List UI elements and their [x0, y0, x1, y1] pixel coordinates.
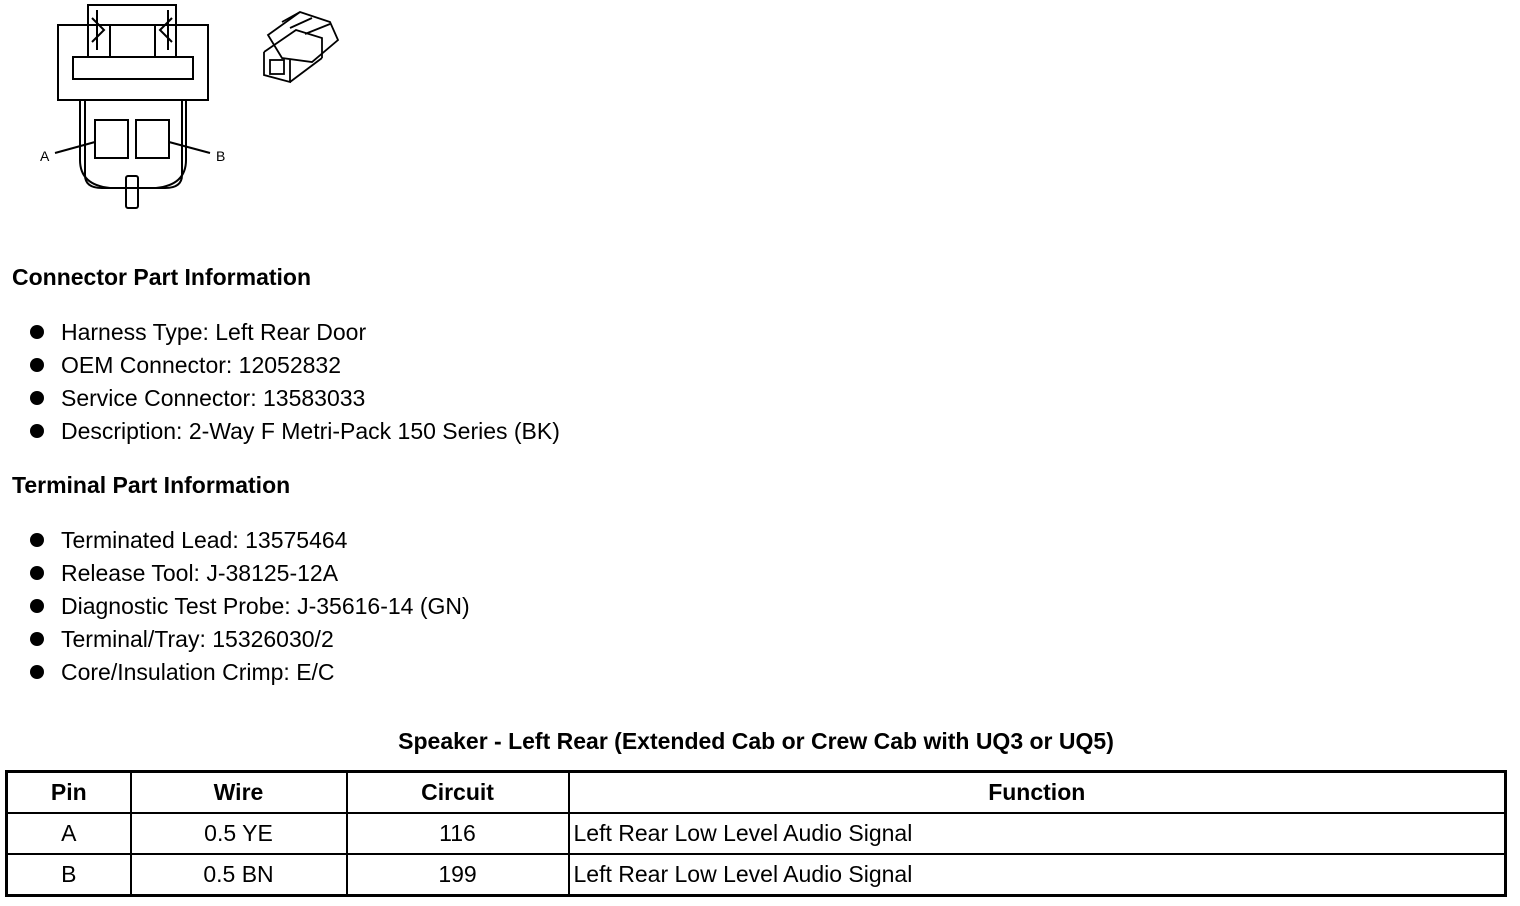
list-item: Description: 2-Way F Metri-Pack 150 Series (BK)	[30, 415, 560, 448]
connector-info-list	[30, 316, 560, 448]
terminal-info-title: Terminal Part Information	[12, 472, 291, 498]
list-item: Harness Type: Left Rear Door	[30, 316, 560, 349]
bullet-icon	[30, 665, 44, 679]
list-item: OEM Connector: 12052832	[30, 349, 560, 382]
header-circuit: Circuit	[347, 772, 569, 814]
cell-wire: 0.5 YE	[131, 813, 347, 854]
header-function: Function	[569, 772, 1506, 814]
cell-circuit: 199	[347, 854, 569, 896]
cell-function: Left Rear Low Level Audio Signal	[569, 813, 1506, 854]
bullet-icon	[30, 566, 44, 580]
bullet-icon	[30, 391, 44, 405]
list-item: Core/Insulation Crimp: E/C	[30, 656, 470, 689]
cell-function: Left Rear Low Level Audio Signal	[569, 854, 1506, 896]
bullet-icon	[30, 632, 44, 646]
terminal-info-list	[30, 524, 470, 689]
bullet-icon	[30, 533, 44, 547]
bullet-icon	[30, 325, 44, 339]
pin-table	[5, 770, 1507, 897]
cell-pin: B	[7, 854, 131, 896]
list-item: Release Tool: J-38125-12A	[30, 557, 470, 590]
pin-label-b: B	[216, 148, 226, 164]
pin-label-a: A	[40, 148, 50, 164]
cell-pin: A	[7, 813, 131, 854]
list-item: Service Connector: 13583033	[30, 382, 560, 415]
list-item: Terminated Lead: 13575464	[30, 524, 470, 557]
cell-circuit: 116	[347, 813, 569, 854]
bullet-icon	[30, 424, 44, 438]
bullet-icon	[30, 358, 44, 372]
table-row	[7, 854, 1506, 896]
header-wire: Wire	[131, 772, 347, 814]
header-pin: Pin	[7, 772, 131, 814]
connector-diagram	[0, 0, 380, 225]
connector-isometric-icon	[264, 12, 338, 82]
list-item: Diagnostic Test Probe: J-35616-14 (GN)	[30, 590, 470, 623]
table-header-row	[7, 772, 1506, 814]
bullet-icon	[30, 599, 44, 613]
list-item: Terminal/Tray: 15326030/2	[30, 623, 470, 656]
pin-table-title: Speaker - Left Rear (Extended Cab or Crew Cab with UQ3 or UQ5)	[398, 728, 1114, 754]
connector-info-title: Connector Part Information	[12, 264, 312, 290]
cell-wire: 0.5 BN	[131, 854, 347, 896]
table-row	[7, 813, 1506, 854]
